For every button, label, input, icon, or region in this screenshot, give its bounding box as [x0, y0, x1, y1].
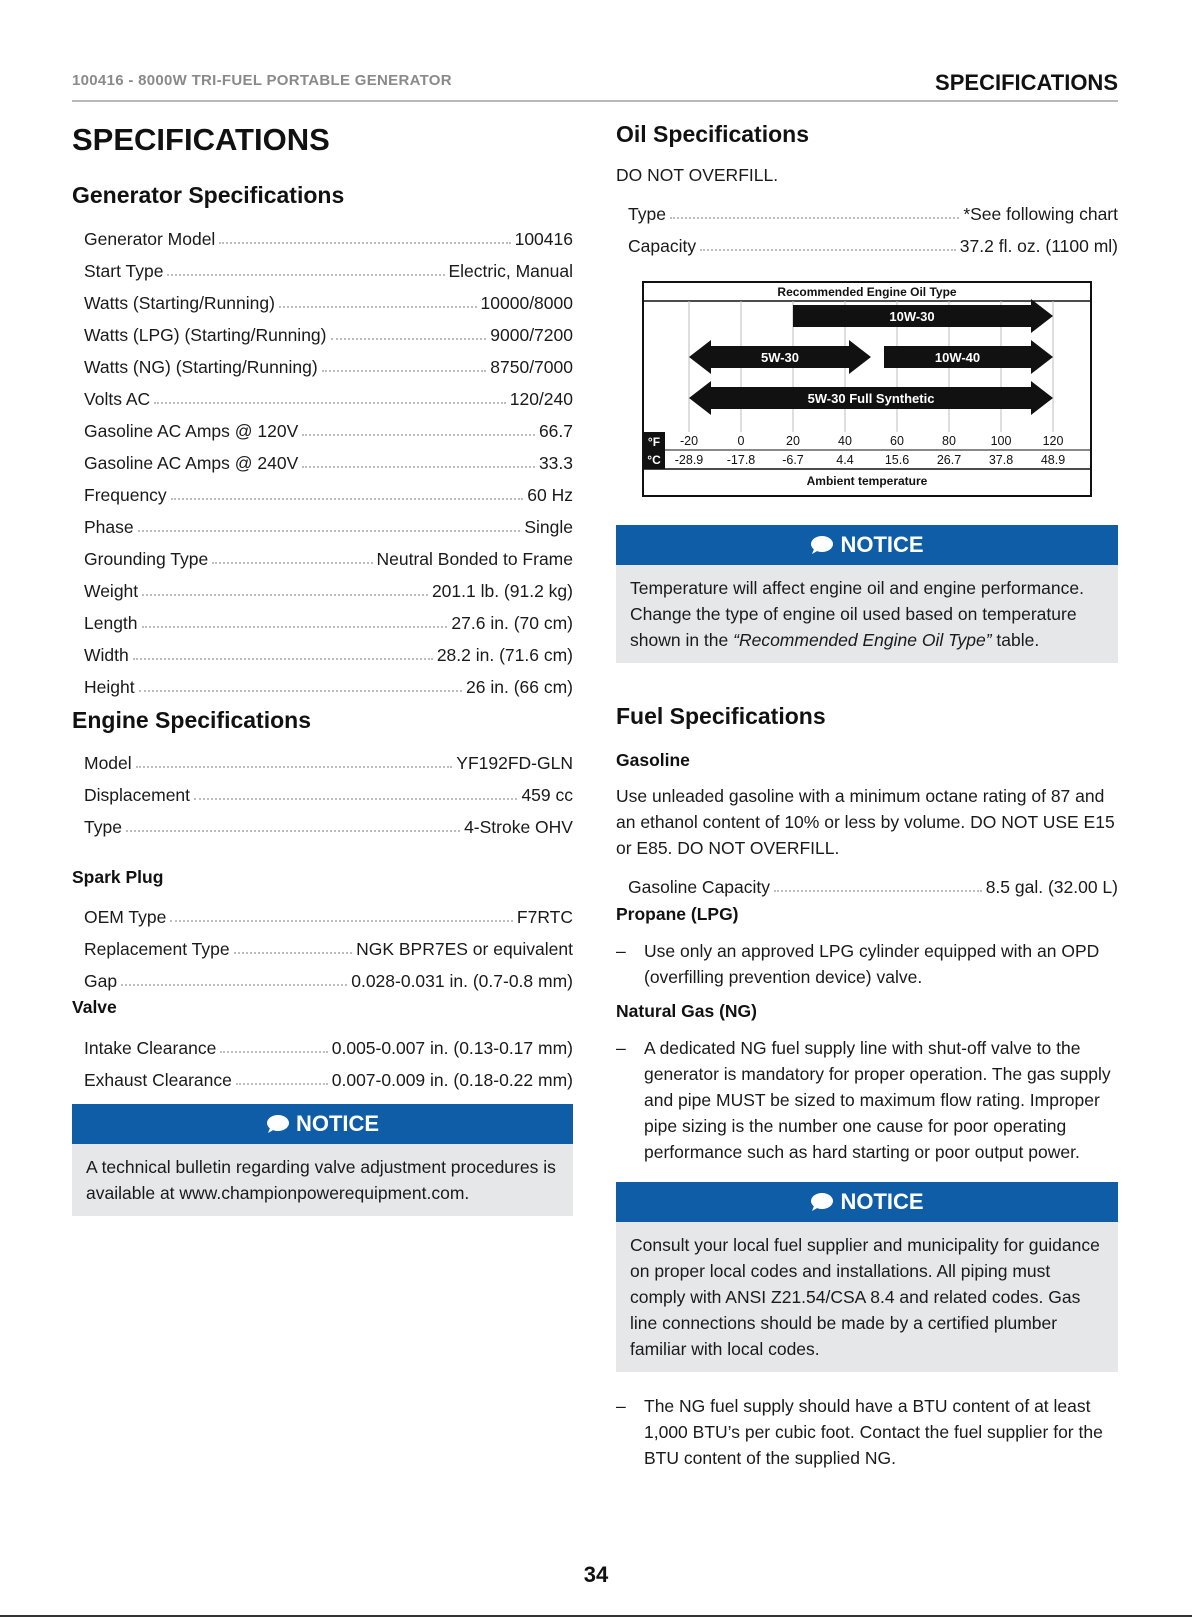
spec-value: *See following chart	[963, 204, 1118, 224]
spark-plug-list	[84, 896, 573, 992]
spec-value: 0.005-0.007 in. (0.13-0.17 mm)	[331, 1038, 573, 1058]
celsius-tick: -6.7	[782, 453, 804, 467]
leader-dots	[331, 338, 487, 340]
spec-value: 10000/8000	[480, 293, 573, 313]
notice-title: NOTICE	[840, 1189, 924, 1214]
leader-dots	[121, 984, 347, 986]
notice-header	[72, 1104, 573, 1144]
header-divider	[72, 100, 1118, 102]
leader-dots	[138, 530, 521, 532]
spec-row	[84, 570, 573, 602]
leader-dots	[236, 1083, 328, 1085]
spec-row	[84, 218, 573, 250]
celsius-tick: 48.9	[1040, 453, 1066, 467]
spec-label: Length	[84, 613, 138, 633]
spec-label: Replacement Type	[84, 939, 230, 959]
spec-value: Neutral Bonded to Frame	[376, 549, 573, 569]
leader-dots	[212, 562, 372, 564]
spec-label: Type	[628, 204, 666, 224]
leader-dots	[279, 306, 477, 308]
spec-row	[84, 538, 573, 570]
spec-value: 27.6 in. (70 cm)	[451, 613, 573, 633]
spec-label: Watts (NG) (Starting/Running)	[84, 357, 318, 377]
oil-range-label: 5W-30	[760, 350, 800, 365]
spec-row	[84, 774, 573, 806]
spec-label: Height	[84, 677, 135, 697]
valve-list	[84, 1027, 573, 1091]
leader-dots	[167, 274, 444, 276]
notice-text: Consult your local fuel supplier and municipality for guidance on proper local codes and installations. All piping must comply with ANSI Z21.54/CSA 8.4 and related codes. Gas line connections should be made by a certified plumber familiar with local codes.	[630, 1235, 1100, 1359]
leader-dots	[700, 249, 956, 251]
spec-row	[84, 314, 573, 346]
notice-header	[616, 525, 1118, 565]
celsius-tick: 26.7	[936, 453, 962, 467]
propane-heading: Propane (LPG)	[616, 904, 739, 924]
spec-row	[84, 742, 573, 774]
leader-dots	[322, 370, 487, 372]
leader-dots	[142, 594, 428, 596]
spec-row	[84, 806, 573, 838]
spec-row	[84, 666, 573, 698]
fahrenheit-tick: 60	[890, 434, 904, 448]
oil-type-chart	[642, 281, 1092, 497]
spec-label: Volts AC	[84, 389, 151, 409]
generator-specs-list	[84, 218, 573, 698]
propane-text: Use only an approved LPG cylinder equipped with an OPD (overfilling prevention device) valve.	[644, 941, 1100, 987]
spec-row	[84, 1059, 573, 1091]
spec-value: 4-Stroke OHV	[464, 817, 573, 837]
fahrenheit-label: °F	[647, 435, 661, 449]
celsius-tick: -17.8	[726, 453, 756, 467]
spec-value: 26 in. (66 cm)	[466, 677, 573, 697]
spec-value: 120/240	[509, 389, 573, 409]
spec-row	[84, 282, 573, 314]
leader-dots	[133, 658, 433, 660]
document-id: 100416 - 8000W TRI-FUEL PORTABLE GENERATOR	[72, 72, 452, 89]
spec-row	[84, 442, 573, 474]
speech-bubble-icon	[266, 1114, 290, 1134]
ng-item	[616, 1035, 1118, 1165]
list-dash: –	[616, 1038, 626, 1058]
list-dash: –	[616, 1396, 626, 1416]
celsius-tick: -28.9	[674, 453, 704, 467]
oil-overfill-warning: DO NOT OVERFILL.	[616, 165, 779, 185]
spec-label: Capacity	[628, 236, 697, 256]
spec-value: 9000/7200	[490, 325, 573, 345]
leader-dots	[219, 242, 510, 244]
spec-label: Model	[84, 753, 132, 773]
fuel-specs-title: Fuel Specifications	[616, 703, 826, 729]
spec-row	[84, 634, 573, 666]
spec-row	[628, 866, 1118, 898]
leader-dots	[171, 498, 524, 500]
spec-label: Start Type	[84, 261, 164, 281]
spec-label: Displacement	[84, 785, 191, 805]
speech-bubble-icon	[810, 535, 834, 555]
fuel-notice	[616, 1182, 1118, 1372]
fahrenheit-tick: -20	[679, 434, 699, 448]
notice-text-part: table.	[991, 630, 1040, 650]
list-dash: –	[616, 941, 626, 961]
notice-text-part: Temperature will affect engine oil and engine performance. Change the type of engine oil used based on temperature shown in the	[630, 578, 1084, 650]
notice-text	[616, 565, 1118, 663]
spec-label: Gap	[84, 971, 118, 991]
spec-value: 33.3	[538, 453, 573, 473]
spec-label: Grounding Type	[84, 549, 209, 569]
leader-dots	[142, 626, 448, 628]
spec-label: Width	[84, 645, 129, 665]
spec-row	[84, 378, 573, 410]
spec-value: 201.1 lb. (91.2 kg)	[431, 581, 573, 601]
spec-row	[84, 602, 573, 634]
spec-label: Gasoline AC Amps @ 240V	[84, 453, 299, 473]
spec-value: Single	[524, 517, 573, 537]
spec-label: Type	[84, 817, 122, 837]
notice-text-italic: “Recommended Engine Oil Type”	[733, 630, 992, 650]
spec-label: Generator Model	[84, 229, 216, 249]
spec-label: Watts (Starting/Running)	[84, 293, 275, 313]
running-section-title: SPECIFICATIONS	[935, 70, 1118, 95]
spec-row	[628, 225, 1118, 257]
fahrenheit-tick: 100	[990, 434, 1012, 448]
spec-value: Electric, Manual	[448, 261, 573, 281]
notice-title: NOTICE	[840, 532, 924, 557]
spark-plug-heading: Spark Plug	[72, 867, 164, 887]
spec-value: 37.2 fl. oz. (1100 ml)	[959, 236, 1118, 256]
celsius-tick: 15.6	[884, 453, 910, 467]
fahrenheit-tick: 40	[838, 434, 852, 448]
engine-specs-title: Engine Specifications	[72, 707, 311, 733]
page-title: SPECIFICATIONS	[72, 122, 330, 157]
oil-specs-list	[628, 193, 1118, 257]
spec-label: Phase	[84, 517, 134, 537]
leader-dots	[670, 217, 959, 219]
spec-label: Exhaust Clearance	[84, 1070, 232, 1090]
oil-range-label: 10W-30	[889, 309, 935, 324]
leader-dots	[170, 920, 513, 922]
page-number: 34	[583, 1562, 609, 1587]
spec-value: NGK BPR7ES or equivalent	[356, 939, 573, 959]
spec-row	[84, 1027, 573, 1059]
celsius-tick: 4.4	[836, 453, 854, 467]
notice-title: NOTICE	[295, 1111, 380, 1136]
ng-heading: Natural Gas (NG)	[616, 1001, 757, 1021]
ng-btu-item	[616, 1393, 1118, 1471]
spec-label: OEM Type	[84, 907, 167, 927]
fahrenheit-tick: 20	[786, 434, 800, 448]
spec-row	[84, 896, 573, 928]
spec-value: 459 cc	[521, 785, 573, 805]
spec-value: 100416	[514, 229, 573, 249]
spec-label: Gasoline Capacity	[628, 877, 771, 897]
leader-dots	[302, 434, 535, 436]
spec-value: 60 Hz	[527, 485, 573, 505]
spec-row	[84, 250, 573, 282]
ng-btu-text: The NG fuel supply should have a BTU content of at least 1,000 BTU’s per cubic foot. Contact the fuel supplier for the BTU content of the supplied NG.	[644, 1396, 1103, 1468]
generator-specs-title: Generator Specifications	[72, 182, 345, 208]
spec-value: 8750/7000	[490, 357, 573, 377]
leader-dots	[234, 952, 352, 954]
leader-dots	[194, 798, 517, 800]
celsius-tick: 37.8	[988, 453, 1014, 467]
fahrenheit-tick: 120	[1042, 434, 1064, 448]
spec-label: Weight	[84, 581, 139, 601]
spec-row	[628, 193, 1118, 225]
spec-label: Intake Clearance	[84, 1038, 217, 1058]
spec-label: Frequency	[84, 485, 167, 505]
gasoline-heading: Gasoline	[616, 750, 690, 770]
spec-row	[84, 960, 573, 992]
spec-label: Gasoline AC Amps @ 120V	[84, 421, 299, 441]
fahrenheit-tick: 80	[942, 434, 956, 448]
propane-item	[616, 938, 1118, 990]
spec-row	[84, 474, 573, 506]
gasoline-capacity	[628, 866, 1118, 898]
spec-value: 0.007-0.009 in. (0.18-0.22 mm)	[331, 1070, 573, 1090]
leader-dots	[774, 890, 982, 892]
spec-value: 8.5 gal. (32.00 L)	[985, 877, 1118, 897]
spec-row	[84, 346, 573, 378]
oil-specs-title: Oil Specifications	[616, 121, 809, 147]
spec-value: 0.028-0.031 in. (0.7-0.8 mm)	[351, 971, 573, 991]
ng-text: A dedicated NG fuel supply line with shut-off valve to the generator is mandatory for proper operation. The gas supply and pipe MUST be sized to maximum flow rating. Improper pipe sizing is the number one cause for poor operating performance such as hard starting or poor output power.	[644, 1038, 1111, 1162]
leader-dots	[126, 830, 460, 832]
valve-notice	[72, 1104, 573, 1216]
spec-row	[84, 410, 573, 442]
fahrenheit-tick: 0	[737, 434, 745, 448]
notice-text: A technical bulletin regarding valve adjustment procedures is available at www.championpowerequipment.com.	[86, 1157, 556, 1203]
celsius-label: °C	[647, 453, 661, 467]
chart-footer: Ambient temperature	[806, 474, 928, 488]
oil-notice	[616, 525, 1118, 663]
leader-dots	[136, 766, 453, 768]
spec-label: Watts (LPG) (Starting/Running)	[84, 325, 327, 345]
valve-heading: Valve	[72, 997, 117, 1017]
spec-value: 66.7	[538, 421, 573, 441]
chart-title: Recommended Engine Oil Type	[777, 285, 957, 299]
spec-row	[84, 506, 573, 538]
spec-value: 28.2 in. (71.6 cm)	[436, 645, 573, 665]
gasoline-text: Use unleaded gasoline with a minimum octane rating of 87 and an ethanol content of 10% or less by volume. DO NOT USE E15 or E85. DO NOT OVERFILL.	[616, 786, 1115, 858]
leader-dots	[154, 402, 506, 404]
spec-value: F7RTC	[516, 907, 573, 927]
spec-value: YF192FD-GLN	[456, 753, 573, 773]
notice-header	[616, 1182, 1118, 1222]
oil-range-label: 10W-40	[934, 350, 981, 365]
leader-dots	[139, 690, 462, 692]
speech-bubble-icon	[810, 1192, 834, 1212]
leader-dots	[220, 1051, 327, 1053]
engine-specs-list	[84, 742, 573, 838]
leader-dots	[302, 466, 535, 468]
spec-row	[84, 928, 573, 960]
oil-range-label: 5W-30 Full Synthetic	[807, 391, 935, 406]
